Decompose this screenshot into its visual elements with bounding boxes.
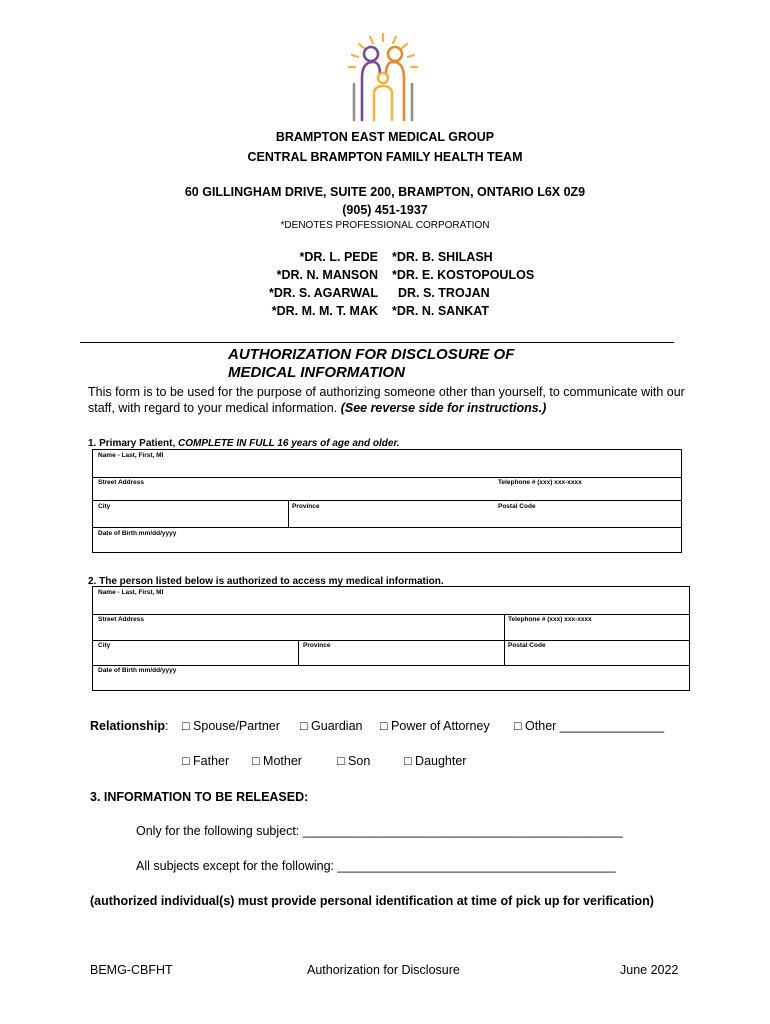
patient-street-field[interactable]: Street Address <box>98 479 144 486</box>
row-divider <box>93 614 689 615</box>
authorized-street-field[interactable]: Street Address <box>98 616 144 623</box>
footer-title: Authorization for Disclosure <box>307 963 460 977</box>
authorized-dob-field[interactable]: Date of Birth mm/dd/yyyy <box>98 667 177 674</box>
section3-heading: 3. INFORMATION TO BE RELEASED: <box>90 790 309 804</box>
option-label: Power of Attorney <box>391 719 490 733</box>
checkbox-icon[interactable]: □ <box>182 719 190 733</box>
option-mother[interactable] <box>252 754 302 768</box>
family-figures <box>354 47 412 120</box>
option-label: Spouse/Partner <box>193 719 280 733</box>
patient-postal-field[interactable]: Postal Code <box>498 503 536 510</box>
checkbox-icon[interactable]: □ <box>404 754 412 768</box>
row-divider <box>93 640 689 641</box>
header-divider <box>80 342 674 343</box>
relationship-label <box>90 719 169 733</box>
only-subject-line[interactable]: Only for the following subject: ______________________________________________ <box>136 824 623 838</box>
doctor-name: *DR. E. KOSTOPOULOS <box>392 268 535 282</box>
doctor-name: *DR. L. PEDE <box>299 250 378 264</box>
sun-rays <box>349 34 417 67</box>
patient-telephone-field[interactable]: Telephone # (xxx) xxx-xxxx <box>498 479 582 486</box>
patient-city-field[interactable]: City <box>98 503 111 510</box>
row-divider <box>93 500 681 501</box>
section1-heading-plain: 1. Primary Patient, <box>88 438 179 449</box>
doctor-name: *DR. N. SANKAT <box>392 304 489 318</box>
option-spouse[interactable] <box>182 719 280 733</box>
row-divider <box>93 527 681 528</box>
section1-heading <box>88 438 400 449</box>
option-label: Daughter <box>415 754 467 768</box>
authorized-city-field[interactable]: City <box>98 642 111 649</box>
option-son[interactable] <box>337 754 370 768</box>
row-divider <box>93 477 681 478</box>
form-title <box>228 346 514 382</box>
org-name-1: BRAMPTON EAST MEDICAL GROUP <box>275 130 495 144</box>
all-except-line[interactable]: All subjects except for the following: ________________________________________ <box>136 859 616 873</box>
org-address: 60 GILLINGHAM DRIVE, SUITE 200, BRAMPTON, ONTARIO L6X 0Z9 <box>184 185 586 199</box>
option-label: Other <box>525 719 557 733</box>
checkbox-icon[interactable]: □ <box>182 754 190 768</box>
org-name-2: CENTRAL BRAMPTON FAMILY HEALTH TEAM <box>247 150 523 164</box>
professional-corp-note: *DENOTES PROFESSIONAL CORPORATION <box>280 220 490 231</box>
col-divider <box>504 614 505 665</box>
col-divider <box>288 500 289 527</box>
intro-emphasis: (See reverse side for instructions.) <box>340 401 547 415</box>
id-notice: (authorized individual(s) must provide personal identification at time of pick up for verification) <box>90 894 654 908</box>
checkbox-icon[interactable]: □ <box>380 719 388 733</box>
checkbox-icon[interactable]: □ <box>252 754 260 768</box>
option-label: Mother <box>263 754 302 768</box>
option-label: Guardian <box>311 719 363 733</box>
primary-patient-form <box>92 449 682 553</box>
option-label: Father <box>193 754 230 768</box>
form-title-line1: AUTHORIZATION FOR DISCLOSURE OF <box>228 346 515 363</box>
doctor-name: *DR. S. AGARWAL <box>268 286 378 300</box>
authorized-person-form <box>92 586 690 691</box>
option-label: Son <box>348 754 371 768</box>
relationship-colon: : <box>165 719 169 733</box>
authorized-name-field[interactable]: Name - Last, First, MI <box>98 589 164 596</box>
section2-heading: 2. The person listed below is authorized to access my medical information. <box>88 576 444 587</box>
doctor-name: *DR. M. M. T. MAK <box>271 304 378 318</box>
doctor-name: DR. S. TROJAN <box>398 286 490 300</box>
checkbox-icon[interactable]: □ <box>300 719 308 733</box>
col-divider <box>298 640 299 665</box>
checkbox-icon[interactable]: □ <box>337 754 345 768</box>
intro-text <box>88 384 698 416</box>
authorized-province-field[interactable]: Province <box>303 642 331 649</box>
option-father[interactable] <box>182 754 229 768</box>
option-power-of-attorney[interactable] <box>380 719 490 733</box>
option-daughter[interactable] <box>404 754 466 768</box>
patient-dob-field[interactable]: Date of Birth mm/dd/yyyy <box>98 530 177 537</box>
option-guardian[interactable] <box>300 719 362 733</box>
other-blank-line[interactable]: _______________ <box>559 719 665 733</box>
patient-name-field[interactable]: Name - Last, First, MI <box>98 452 164 459</box>
checkbox-icon[interactable]: □ <box>514 719 522 733</box>
footer-date: June 2022 <box>620 963 679 977</box>
authorized-postal-field[interactable]: Postal Code <box>508 642 546 649</box>
org-phone: (905) 451-1937 <box>342 203 428 217</box>
authorized-telephone-field[interactable]: Telephone # (xxx) xxx-xxxx <box>508 616 592 623</box>
family-health-logo <box>340 32 426 122</box>
doctor-name: *DR. B. SHILASH <box>392 250 493 264</box>
relationship-label-text: Relationship <box>90 719 166 733</box>
footer-form-code: BEMG-CBFHT <box>90 963 173 977</box>
patient-province-field[interactable]: Province <box>292 503 320 510</box>
doctor-name: *DR. N. MANSON <box>276 268 378 282</box>
option-other[interactable] <box>514 719 664 733</box>
row-divider <box>93 665 689 666</box>
form-title-line2: MEDICAL INFORMATION <box>228 364 405 381</box>
section1-heading-emph: COMPLETE IN FULL 16 years of age and older. <box>178 438 400 449</box>
intro-body: This form is to be used for the purpose of authorizing someone other than yourself, to communicate with our staff, with regard to your medical information. <box>88 385 685 415</box>
